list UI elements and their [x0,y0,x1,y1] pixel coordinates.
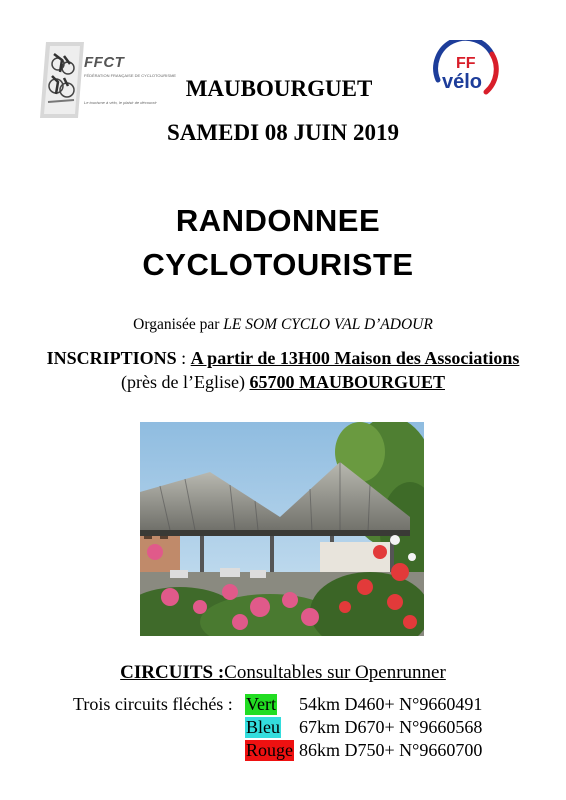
ffct-subtitle: FÉDÉRATION FRANÇAISE DE CYCLOTOURISME [84,73,177,78]
address-line [0,372,566,393]
ffct-slogan: Le tourisme à vélo, le plaisir de découvrir [84,100,157,105]
circuit-info-rouge: 86km D750+ N°9660700 [299,740,483,760]
ffvelo-line1: FF [456,55,476,72]
circuit-row-bleu [245,717,483,738]
organiser-line [0,316,566,334]
circuits-heading [0,662,566,684]
registration-separator: : [176,348,191,368]
circuit-color-vert: Vert [246,694,276,714]
circuits-source: Consultables sur Openrunner [224,662,446,683]
address-prefix: (près de l’Eglise) [121,372,245,392]
ffct-brand: FFCT [84,54,125,71]
circuit-info-bleu: 67km D670+ N°9660568 [299,717,483,737]
event-title-line2: CYCLOTOURISTE [142,247,414,282]
registration-label: INSCRIPTIONS [46,348,177,368]
circuit-info-vert: 54km D460+ N°9660491 [299,694,483,714]
organised-prefix: Organisée par [133,316,220,333]
organiser-name: LE SOM CYCLO VAL D’ADOUR [223,316,433,333]
circuit-color-rouge: Rouge [246,740,293,760]
circuit-color-bleu: Bleu [246,717,280,737]
registration-line [0,348,566,369]
ffvelo-line2: vélo [442,71,483,93]
circuits-label: CIRCUITS : [120,662,225,683]
registration-details: A partir de 13H00 Maison des Associations [190,348,520,368]
circuit-row-vert [245,694,483,715]
event-title-line1: RANDONNEE [175,203,381,238]
address-main: 65700 MAUBOURGUET [249,372,445,392]
circuit-row-rouge [245,740,483,761]
event-date: SAMEDI 08 JUIN 2019 [167,120,399,145]
market-hall-photo [140,422,424,636]
circuits-intro: Trois circuits fléchés : [73,694,233,714]
town-name: MAUBOURGUET [185,76,373,101]
